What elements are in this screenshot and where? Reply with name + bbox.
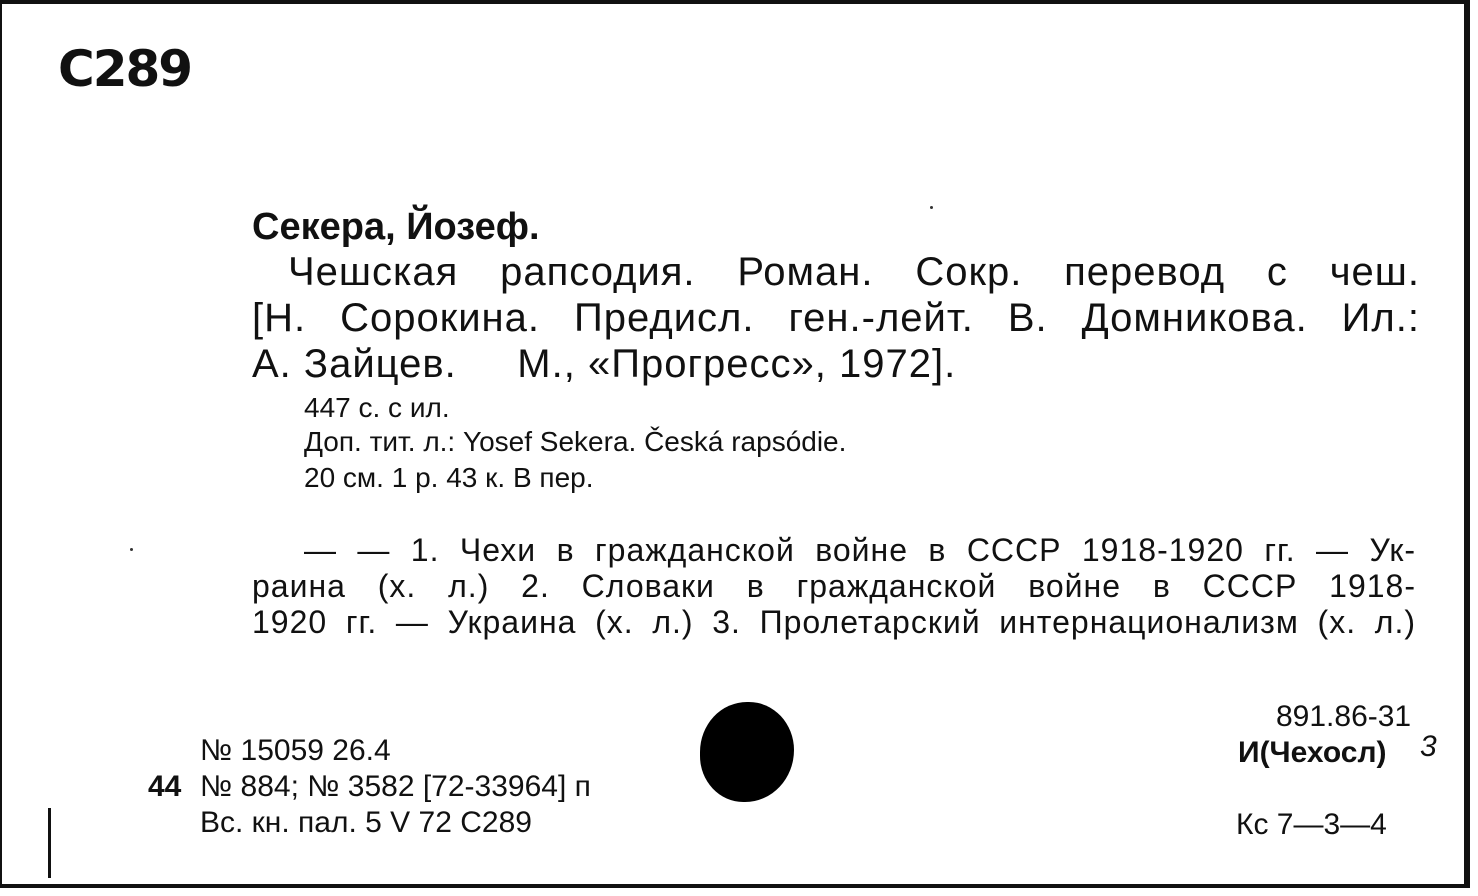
record-numbers: № 884; № 3582 [72-33964] п — [200, 770, 591, 803]
speck — [930, 206, 933, 209]
call-number: С289 — [58, 40, 192, 98]
subject-line-2: раина (х. л.) 2. Словаки в гражданской войне в СССР 1918- — [252, 568, 1416, 604]
description-line-3: А. Зайцев. М., «Прогресс», 1972]. — [252, 342, 957, 386]
margin-mark — [48, 808, 51, 878]
kc-code: Кс 7—3—4 — [1236, 808, 1387, 841]
size-price-line: 20 см. 1 р. 43 к. В пер. — [304, 462, 594, 493]
description-line-1: Чешская рапсодия. Роман. Сокр. перевод с чеш. — [288, 250, 1420, 294]
author-heading: Секера, Йозеф. — [252, 206, 540, 248]
parallel-title-line: Доп. тит. л.: Yosef Sekera. Česká rapsódie. — [304, 426, 847, 457]
description-line-2: [Н. Сорокина. Предисл. ген.-лейт. В. Домникова. Ил.: — [252, 296, 1420, 340]
classification-index: И(Чехосл) — [1238, 736, 1387, 769]
classification-code: 891.86-31 — [1276, 700, 1412, 733]
registration-number: № 15059 26.4 — [200, 734, 391, 767]
copies-count: 44 — [148, 770, 182, 803]
chamber-reference: Вс. кн. пал. 5 V 72 С289 — [200, 806, 532, 839]
subject-line-1: — — 1. Чехи в гражданской войне в СССР 1918-1920 гг. — Ук- — [304, 532, 1416, 568]
speck — [130, 548, 133, 551]
subject-line-3: 1920 гг. — Украина (х. л.) 3. Пролетарский интернационализм (х. л.) — [252, 604, 1416, 640]
classification-index-suffix: 3 — [1420, 730, 1437, 763]
pages-line: 447 с. с ил. — [304, 392, 450, 423]
